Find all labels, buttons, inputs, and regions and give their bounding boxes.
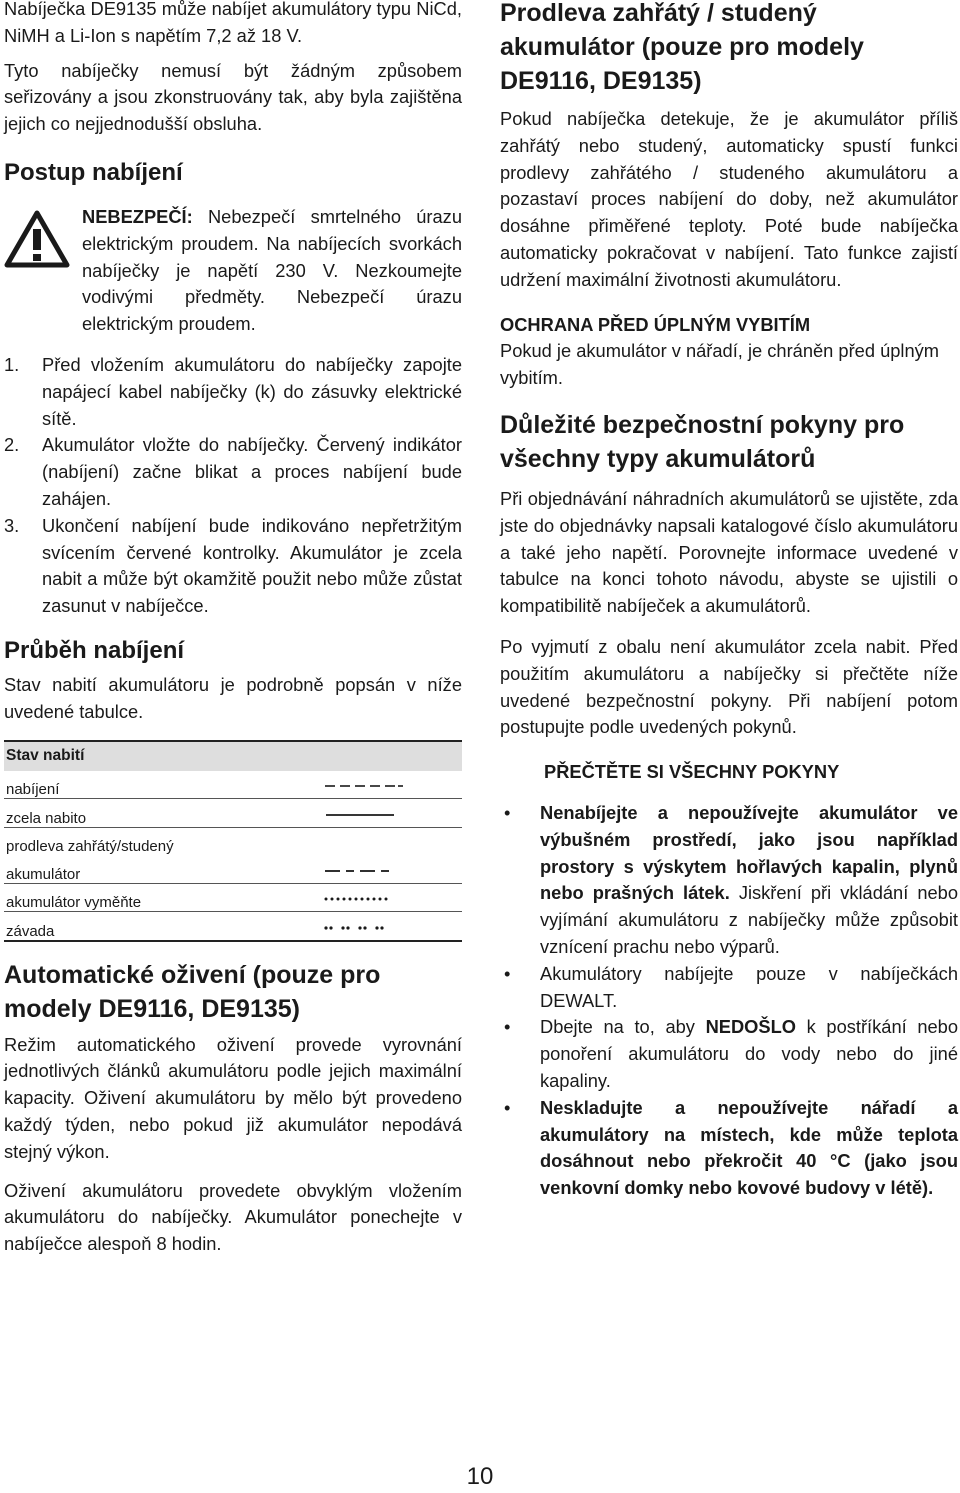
list-item: 3. Ukončení nabíjení bude indikováno nepřetržitým svícením červené kontrolky. Akumulátor je zcela nabit a může být okamžitě použit nebo může zůstat zasunut v nabíječce.	[4, 514, 462, 617]
list-item: • Nenabíjejte a nepoužívejte akumulátor ve výbušném prostředí, jako jsou například prostory s výskytem hořlavých kapalin, plynů nebo prašných látek. Jiskření při vkládání nebo vyjímání akumulátoru z nabíječky může způsobit vznícení prachu nebo výparů.	[504, 801, 958, 957]
ziveni-paragraph-1: Režim automatického oživení provede vyrovnání jednotlivých článků akumulátoru podle jejich maximální kapacity. Oživení akumulátoru by mělo být provedeno každý týden, nebo pokud již akumulátor nepodává stejný výkon.	[4, 1033, 462, 1162]
table-row: prodleva zahřátý/studený	[6, 838, 174, 856]
intro-paragraph-1: Nabíječka DE9135 může nabíjet akumulátory typu NiCd, NiMH a Li-Ion s napětím 7,2 až 18 V.	[4, 0, 462, 46]
table-row: zcela nabito	[4, 799, 462, 828]
list-item: • Neskladujte a nepoužívejte nářadí a akumulátory na místech, kde může teplota dosáhnout nebo překročit 40 °C (jako jsou venkovní domky nebo kovové budovy v létě).	[504, 1096, 958, 1199]
indicator-long-dashes	[324, 782, 404, 790]
indicator-short-long-dashes	[324, 867, 404, 875]
heading-dulezite-pokyny: Důležité bezpečnostní pokyny pro všechny typy akumulátorů	[500, 410, 905, 473]
warning-text: Nebezpečí smrtelného úrazu elektrickým proudem. Na nabíjecích svorkách nabíječky je napětí 230 V. Nezkoumejte vodivými předměty. Nebezpečí úrazu elektrickým proudem.	[82, 205, 462, 335]
table-row: nabíjení	[4, 771, 462, 799]
heading-ochrana: OCHRANA PŘED ÚPLNÝM VYBITÍM	[500, 313, 811, 335]
intro-paragraph-2: Tyto nabíječky nemusí být žádným způsobem seřizovány a jsou zkonstruovány tak, aby byla zajištěna jejich co nejjednodušší obsluha.	[4, 59, 462, 135]
list-item: • Akumulátory nabíjejte pouze v nabíječkách DEWALT.	[504, 962, 958, 1011]
indicator-dense-dots	[324, 895, 404, 903]
heading-postup-nabijeni: Postup nabíjení	[4, 158, 183, 186]
list-item: • Dbejte na to, aby NEDOŠLO k postříkání nebo ponoření akumulátoru do vody nebo do jiné kapaliny.	[504, 1016, 959, 1091]
prodleva-paragraph: Pokud nabíječka detekuje, že je akumulátor příliš zahřátý nebo studený, automaticky spustí funkci prodlevy zahřátého / studeného akumulátoru a pozastaví proces nabíjení do doby, než akumulátor dosáhne přiměřené teploty. Poté bude nabíječka automaticky pokračovat v nabíjení. Tato funkce zajistí udržení maximální životnosti akumulátoru.	[500, 108, 958, 290]
prubeh-paragraph: Stav nabití akumulátoru je podrobně popsán v níže uvedené tabulce.	[4, 673, 462, 722]
heading-prubeh-nabijeni: Průběh nabíjení	[4, 636, 185, 664]
table-row: akumulátor	[4, 855, 462, 883]
table-row: závada	[4, 912, 462, 941]
dulezite-paragraph-2: Po vyjmutí z obalu není akumulátor zcela nabit. Před použitím akumulátoru a nabíječky si přečtěte níže uvedené bezpečnostní pokyny. Při nabíjení potom postupujte podle uvedených pokynů.	[500, 635, 958, 738]
left-column	[4, 0, 462, 1258]
charging-steps	[4, 352, 462, 620]
heading-prectete: PŘEČTĚTE SI VŠECHNY POKYNY	[544, 761, 840, 783]
list-item: 2. Akumulátor vložte do nabíječky. Červený indikátor (nabíjení) začne blikat a proces nabíjení bude zahájen.	[4, 434, 462, 509]
charge-status-table	[4, 740, 462, 942]
ziveni-paragraph-2: Oživení akumulátoru provedete obvyklým vložením akumulátoru do nabíječky. Akumulátor ponechejte v nabíječce alespoň 8 hodin.	[4, 1179, 462, 1255]
danger-warning	[4, 204, 462, 338]
list-item: 1. Před vložením akumulátoru do nabíječky zapojte napájecí kabel nabíječky (k) do zásuvky elektrické sítě.	[4, 353, 462, 429]
table-header-row: Stav nabití	[4, 741, 462, 771]
ochrana-paragraph: Pokud je akumulátor v nářadí, je chráněn před úplným vybitím.	[500, 340, 939, 389]
right-column	[500, 0, 958, 1202]
heading-automaticke-ziveni: Automatické oživení (pouze pro modely DE9116, DE9135)	[4, 960, 381, 1023]
heading-prodleva: Prodleva zahřátý / studený akumulátor (pouze pro modely DE9116, DE9135)	[500, 0, 864, 95]
page-number: 10	[466, 1463, 494, 1490]
brand-name: DEWALT	[540, 989, 613, 1011]
warning-triangle-icon	[4, 210, 70, 268]
warning-lead: NEBEZPEČÍ:	[82, 205, 193, 227]
indicator-solid-line	[324, 811, 404, 819]
dulezite-paragraph-1: Při objednávání náhradních akumulátorů se ujistěte, zda jste do objednávky napsali katalogové číslo akumulátoru a také jeho napětí. Porovnejte informace uvedené v tabulce na konci tohoto návodu, abyste se ujistili o kompatibilitě nabíječek a akumulátorů.	[500, 487, 958, 617]
indicator-dot-pairs	[324, 924, 404, 932]
safety-bullets	[500, 800, 958, 1202]
table-row: akumulátor vyměňte	[4, 883, 462, 912]
